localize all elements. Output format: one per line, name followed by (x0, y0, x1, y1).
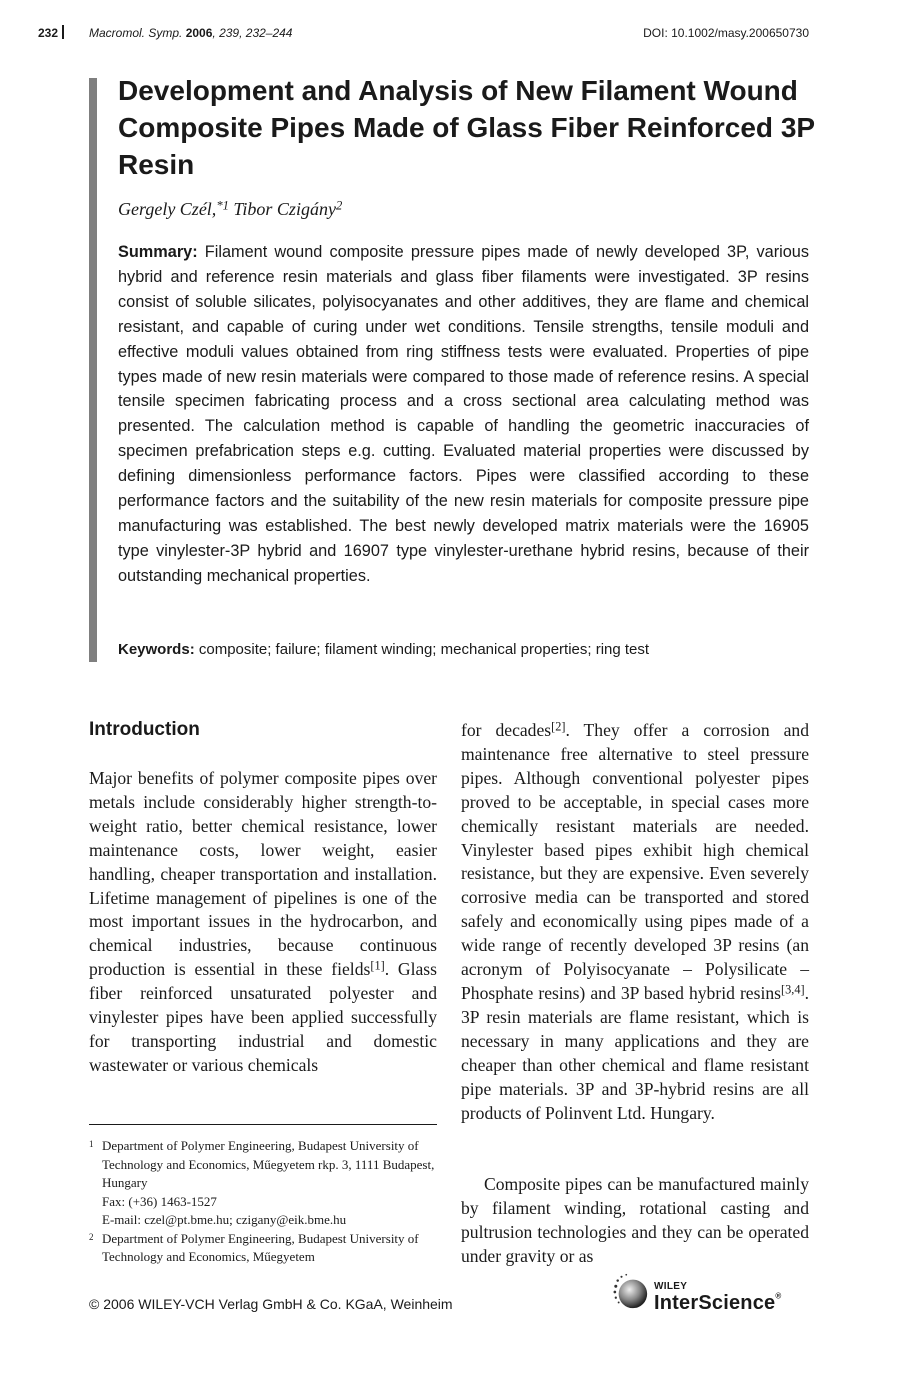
logo-interscience-word: InterScience (654, 1292, 776, 1314)
author-1-affiliation-mark: *1 (216, 198, 229, 213)
running-header (38, 26, 809, 44)
author-2-affiliation-mark: 2 (335, 198, 343, 213)
journal-year: 2006 (185, 26, 213, 40)
logo-registered-mark: ® (775, 1291, 782, 1301)
summary-text: Filament wound composite pressure pipes made of newly developed 3P, various hybrid and reference resin materials and glass fiber filaments were investigated. 3P resins consist of soluble silicates, polyisocyanates and other additives, they are flame and chemical resistant, and capable of curing under wet conditions. Tensile strengths, tensile moduli and effective moduli values obtained from ring stiffness tests were evaluated. Properties of pipe types made of new resin materials were compared to those made of reference resins. A special tensile specimen fabricating process and a cross sectional area calculating method was presented. The calculation method is capable of handling the geometric inaccuracies of specimen prefabrication steps e.g. cutting. Evaluated material properties were discussed by defining dimensionless performance factors. Pipes were classified according to these performance factors and the suitability of the new resin materials for composite pressure pipe manufacturing was established. The best newly developed matrix materials were the 16905 type vinylester-3P hybrid and 16907 type vinylester-urethane hybrid resins, because of their outstanding mechanical properties. (118, 243, 809, 585)
author-2: Tibor Czigány (228, 199, 336, 219)
logo-interscience-text (654, 1292, 781, 1315)
footnote-line: Fax: (+36) 1463-1527 (102, 1193, 217, 1209)
page-number-divider (62, 25, 64, 39)
keywords-text: composite; failure; filament winding; mechanical properties; ring test (194, 641, 650, 658)
citation-ref-2[interactable]: [2] (551, 719, 566, 734)
journal-citation (89, 26, 292, 40)
keywords (118, 641, 649, 658)
citation-ref-1[interactable]: [1] (370, 958, 385, 973)
citation-ref-3-4[interactable]: [3,4] (781, 982, 805, 997)
body-paragraph-right-1 (461, 719, 809, 1125)
footnote-number: 1 (89, 1139, 94, 1149)
body-paragraph-left (89, 767, 437, 1078)
footnote-1 (89, 1137, 437, 1230)
section-heading-introduction: Introduction (89, 719, 200, 740)
wiley-interscience-logo (604, 1267, 814, 1317)
keywords-label: Keywords: (118, 641, 195, 658)
abstract-summary (118, 240, 809, 589)
footnote-line: Department of Polymer Engineering, Budapest University of Technology and Economics, Műegyetem rkp. 3, 1111 Budapest, Hungary (102, 1138, 435, 1190)
summary-label: Summary: (118, 243, 198, 261)
abstract-side-bar (89, 78, 97, 662)
footnotes (89, 1137, 437, 1267)
author-list (118, 199, 342, 220)
left-text-2: . Glass fiber reinforced unsaturated polyester and vinylester pipes have been applied successfully for transporting industrial and domestic wastewater or various chemicals (89, 959, 437, 1075)
journal-name: Macromol. Symp. (89, 26, 183, 40)
right-text-2: . They offer a corrosion and maintenance free alternative to steel pressure pipes. Although conventional polyester pipes proved to be acceptable, in special cases more chemically resistant materials are needed. Vinylester based pipes exhibit high chemical resistance, but they are expensive. Even severely corrosive media can be transported and stored safely and economically using pipes made of a wide range of recently developed 3P resins (an acronym of Polyisocyanate – Polysilicate – Phosphate resins) and 3P based hybrid resins (461, 720, 809, 1003)
right-text-3: . 3P resin materials are flame resistant, which is necessary in many applications and they are cheaper than other chemical and flame resistant pipe materials. 3P and 3P-hybrid resins are all products of Polinvent Ltd. Hungary. (461, 982, 809, 1123)
left-text-1: Major benefits of polymer composite pipes over metals include considerably higher strength-to-weight ratio, better chemical resistance, lower maintenance costs, lower weight, easier handling, cheaper transportation and installation. Lifetime management of pipelines is one of the most important issues in the hydrocarbon, and chemical industries, because continuous production is essential in these fields (89, 768, 437, 980)
logo-wiley-text: WILEY (654, 1281, 688, 1292)
right-text-1: for decades (461, 720, 552, 740)
author-1: Gergely Czél, (118, 199, 217, 219)
journal-volume-pages: , 239, 232–244 (212, 26, 293, 40)
body-paragraph-right-2: Composite pipes can be manufactured mainly by filament winding, rotational casting and pultrusion technologies and they can be operated under gravity or as (461, 1174, 809, 1266)
footnote-number: 2 (89, 1231, 94, 1242)
copyright-notice: © 2006 WILEY-VCH Verlag GmbH & Co. KGaA, Weinheim (89, 1296, 453, 1312)
page-number: 232 (38, 26, 59, 40)
footnote-rule (89, 1124, 437, 1125)
doi: DOI: 10.1002/masy.200650730 (643, 26, 809, 40)
footnote-line: Department of Polymer Engineering, Budapest University of Technology and Economics, Műegyetem (102, 1230, 419, 1264)
globe-icon (612, 1273, 650, 1311)
footnote-line: E-mail: czel@pt.bme.hu; czigany@eik.bme.hu (102, 1212, 347, 1227)
article-title: Development and Analysis of New Filament Wound Composite Pipes Made of Glass Fiber Reinforced 3P Resin (118, 75, 815, 180)
footnote-2 (89, 1230, 437, 1267)
